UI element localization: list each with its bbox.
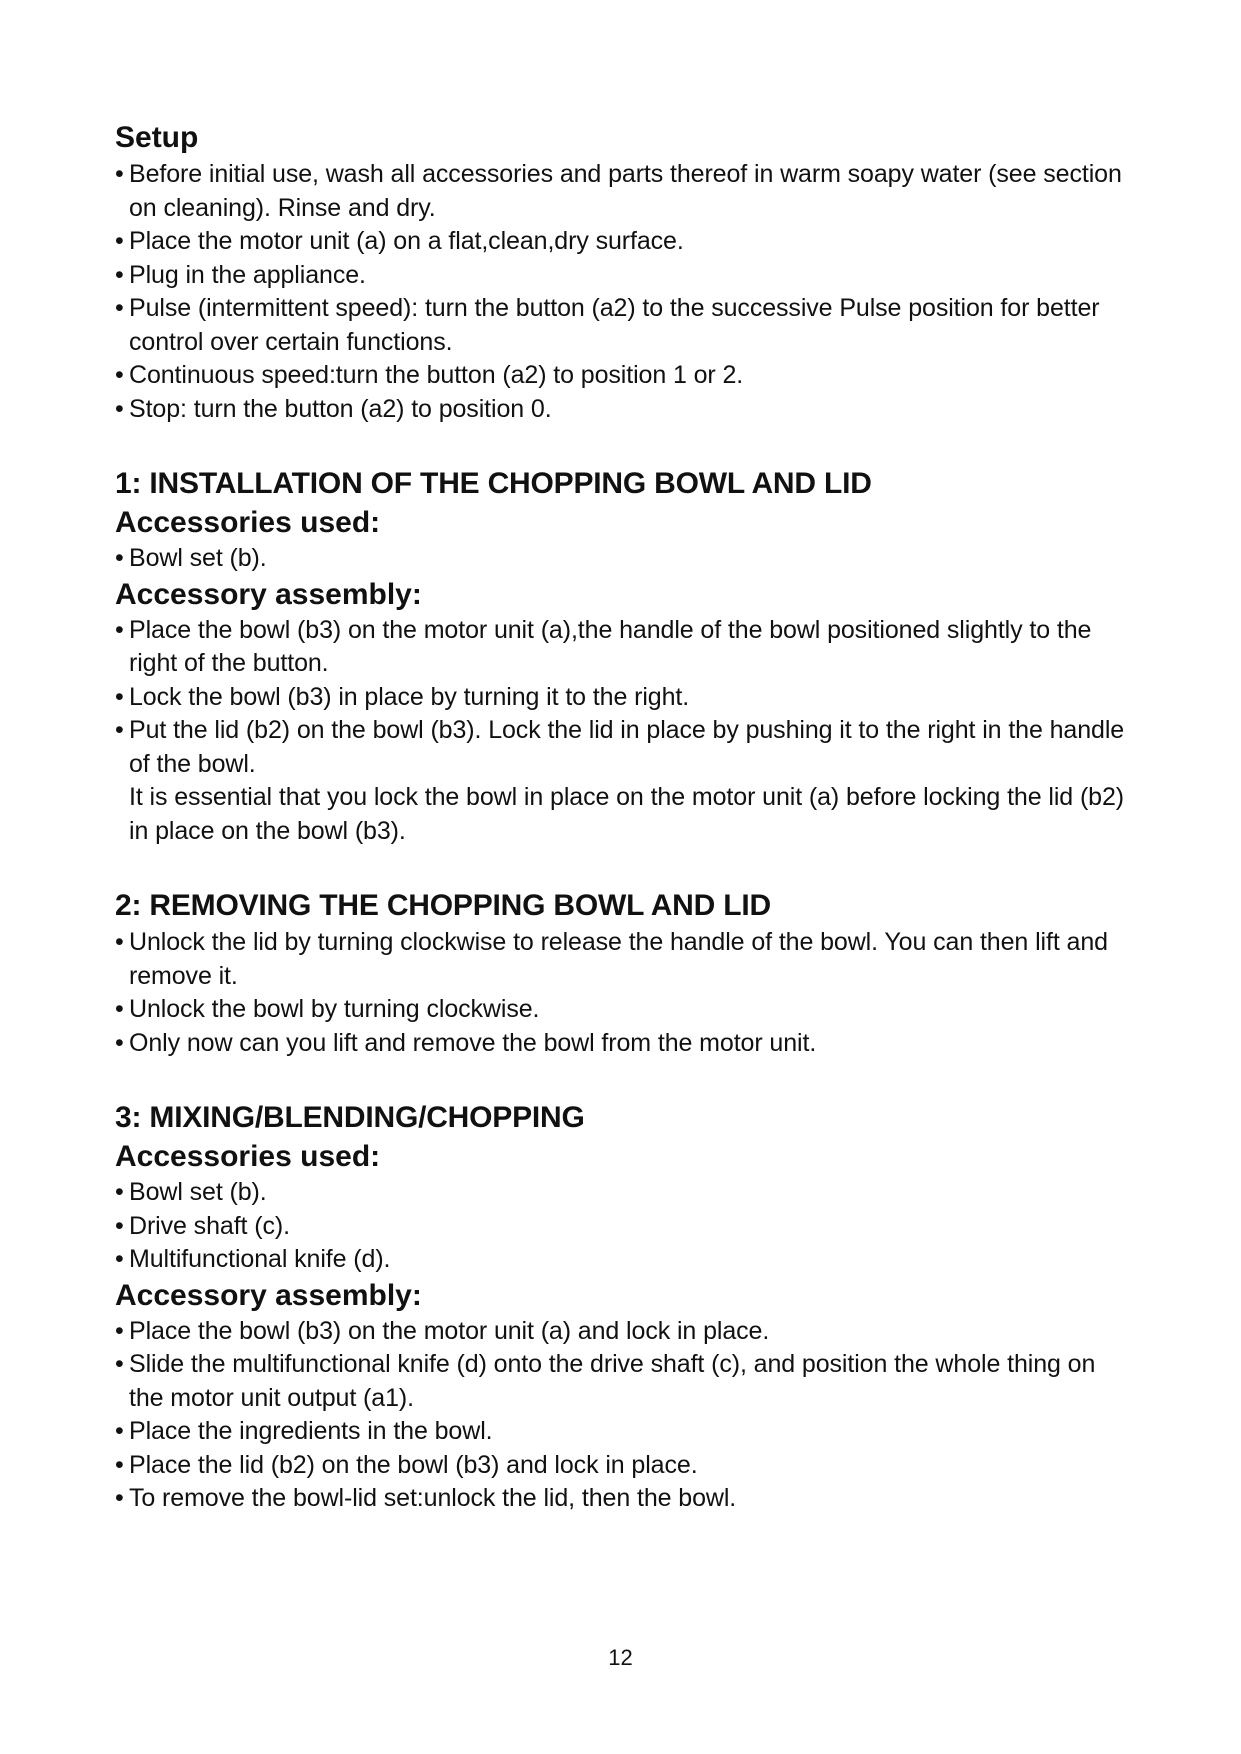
list-item: • Slide the multifunctional knife (d) onto the drive shaft (c), and position the whole thing on the motor unit output (a1). <box>115 1348 1135 1415</box>
list-item: • Put the lid (b2) on the bowl (b3). Lock the lid in place by pushing it to the right in the handle of the bowl. <box>115 714 1135 781</box>
list-item: • Place the bowl (b3) on the motor unit (a),the handle of the bowl positioned slightly to the right of the button. <box>115 614 1135 681</box>
list-item: • Plug in the appliance. <box>115 259 1135 293</box>
section3-assembly-heading: Accessory assembly: <box>115 1278 422 1312</box>
section2-list <box>115 926 1135 1060</box>
list-item: • Unlock the lid by turning clockwise to release the handle of the bowl. You can then lift and remove it. <box>115 926 1135 993</box>
list-item: • Continuous speed:turn the button (a2) to position 1 or 2. <box>115 359 1135 393</box>
list-item: • To remove the bowl-lid set:unlock the lid, then the bowl. <box>115 1482 1135 1516</box>
list-item: • Stop: turn the button (a2) to position 0. <box>115 393 1135 427</box>
list-item: • Only now can you lift and remove the bowl from the motor unit. <box>115 1027 1135 1061</box>
section1-accessories-list <box>115 542 1135 576</box>
section3-assembly-list <box>115 1315 1135 1516</box>
list-item: • Place the lid (b2) on the bowl (b3) and lock in place. <box>115 1449 1135 1483</box>
section2-heading: 2: REMOVING THE CHOPPING BOWL AND LID <box>115 889 771 922</box>
section1-assembly-heading: Accessory assembly: <box>115 577 422 611</box>
list-item: • Unlock the bowl by turning clockwise. <box>115 993 1135 1027</box>
list-item: • Multifunctional knife (d). <box>115 1243 1135 1277</box>
list-item: • Place the ingredients in the bowl. <box>115 1415 1135 1449</box>
setup-list <box>115 158 1135 426</box>
list-item: • Pulse (intermittent speed): turn the button (a2) to the successive Pulse position for better control over certain functions. <box>115 292 1135 359</box>
setup-heading: Setup <box>115 121 199 154</box>
page-content <box>115 118 1135 1516</box>
list-item: • Lock the bowl (b3) in place by turning it to the right. <box>115 681 1135 715</box>
section1-note: It is essential that you lock the bowl in place on the motor unit (a) before locking the lid (b2) in place on the bowl (b3). <box>129 783 1125 845</box>
page-number: 12 <box>608 1645 633 1670</box>
list-item: • Place the bowl (b3) on the motor unit (a) and lock in place. <box>115 1315 1135 1349</box>
section3-accessories-heading: Accessories used: <box>115 1140 381 1173</box>
list-item: • Bowl set (b). <box>115 542 1135 576</box>
section3-heading: 3: MIXING/BLENDING/CHOPPING <box>115 1101 585 1134</box>
list-item: • Bowl set (b). <box>115 1176 1135 1210</box>
list-item: • Drive shaft (c). <box>115 1210 1135 1244</box>
section1-heading: 1: INSTALLATION OF THE CHOPPING BOWL AND LID <box>115 467 872 500</box>
section3-accessories-list <box>115 1176 1135 1277</box>
section1-assembly-list <box>115 614 1135 782</box>
section1-accessories-heading: Accessories used: <box>115 506 381 539</box>
list-item: • Before initial use, wash all accessories and parts thereof in warm soapy water (see section on cleaning). Rinse and dry. <box>115 158 1135 225</box>
list-item: • Place the motor unit (a) on a flat,clean,dry surface. <box>115 225 1135 259</box>
